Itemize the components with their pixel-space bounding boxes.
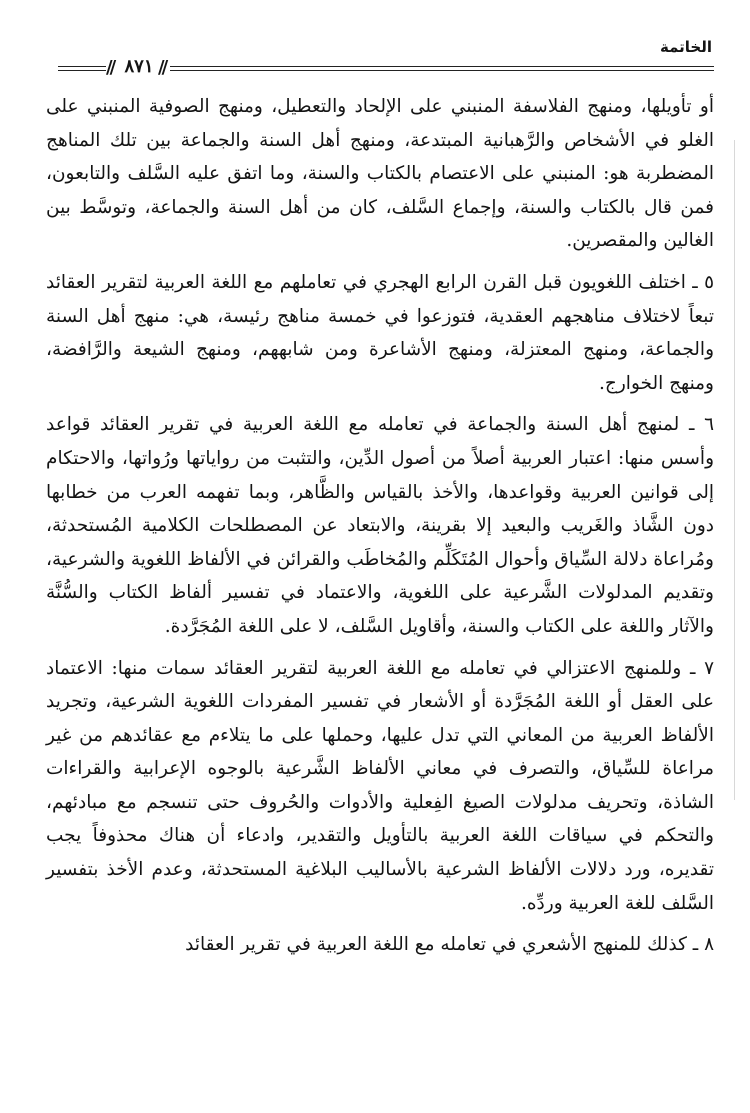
paragraph: ٥ ـ اختلف اللغويون قبل القرن الرابع الهجري في تعاملهم مع اللغة العربية لتقرير العقائد تبعاً لاختلاف مناهجهم العقدية، فتوزعوا في خمسة مناهج رئيسة، هي: منهج أهل السنة والجماعة، ومنهج المعتزلة، ومنهج الأشاعرة ومن شابههم، ومنهج الشيعة والرَّافضة، ومنهج الخوارج. xyxy=(46,271,714,394)
running-title: الخاتمة xyxy=(659,38,712,56)
paragraph: ٨ ـ كذلك للمنهج الأشعري في تعامله مع اللغة العربية في تقرير العقائد xyxy=(185,934,714,956)
header-rule-slash-icon: // xyxy=(158,57,166,78)
header-rule-long xyxy=(170,66,714,71)
header-rule-slash-icon: // xyxy=(106,57,114,78)
body-text xyxy=(46,90,714,962)
paragraph: ٦ ـ لمنهج أهل السنة والجماعة في تعامله مع اللغة العربية في تقرير العقائد قواعد وأسس منها: اعتبار العربية أصلاً من أصول الدِّين، والتثبت من رواياتها ورُواتها، والاحتكام إلى قوانين العربية وقواعدها، والأخذ بالقياس والظَّاهر، وبما تفهمه العرب من خطابها دون الشَّاذ والغَريب والبعيد إلا بقرينة، والابتعاد عن المصطلحات الكلامية المُستحدثة، ومُراعاة دلالة السِّياق وأحوال المُتَكَلِّم والمُخاطَب والقرائن في الألفاظ اللغوية والشرعية، وتقديم المدلولات الشَّرعية على اللغوية، والاعتماد في تفسير ألفاظ الكتاب والسُّنَّة والآثار واللغة على الكتاب والسنة، وأقاويل السَّلف، لا على اللغة المُجَرَّدة. xyxy=(46,414,714,637)
scan-edge-line xyxy=(734,140,735,800)
paragraph: أو تأويلها، ومنهج الفلاسفة المنبني على الإلحاد والتعطيل، ومنهج الصوفية المنبني على الغلو في الأشخاص والرَّهبانية المبتدعة، ومنهج أهل السنة والجماعة بين تلك المناهج المضطربة هو: المنبني على الاعتصام بالكتاب والسنة، وما اتفق عليه السَّلف والتابعون، فمن قال بالكتاب والسنة، وإجماع السَّلف، كان من أهل السنة والجماعة، وتوسَّط بين الغالين والمقصرين. xyxy=(46,96,714,252)
page-number: ٨٧١ xyxy=(124,56,154,77)
paragraph: ٧ ـ وللمنهج الاعتزالي في تعامله مع اللغة العربية لتقرير العقائد سمات منها: الاعتماد على العقل أو اللغة المُجَرَّدة أو الأشعار في تفسير المفردات اللغوية الشرعية، وتجريد الألفاظ العربية من المعاني التي تدل عليها، وحملها على ما يتلاءم مع عقائدهم من غير مراعاة للسِّياق، والتصرف في معاني الألفاظ الشَّرعية بالوجوه الإعرابية والقراءات الشاذة، وتحريف مدلولات الصيغ الفِعلية والأدوات والحُروف حتى تنسجم مع مبادئهم، والتحكم في سياقات اللغة العربية بالتأويل والتقدير، وادعاء أن هناك محذوفاً يجب تقديره، ورد دلالات الألفاظ الشرعية بالأساليب البلاغية المستحدثة، وعدم الأخذ بتفسير السَّلف للغة العربية وردِّه. xyxy=(46,657,715,914)
header-rule-short xyxy=(58,66,106,71)
header-rule xyxy=(58,56,714,80)
page-header xyxy=(46,30,714,78)
